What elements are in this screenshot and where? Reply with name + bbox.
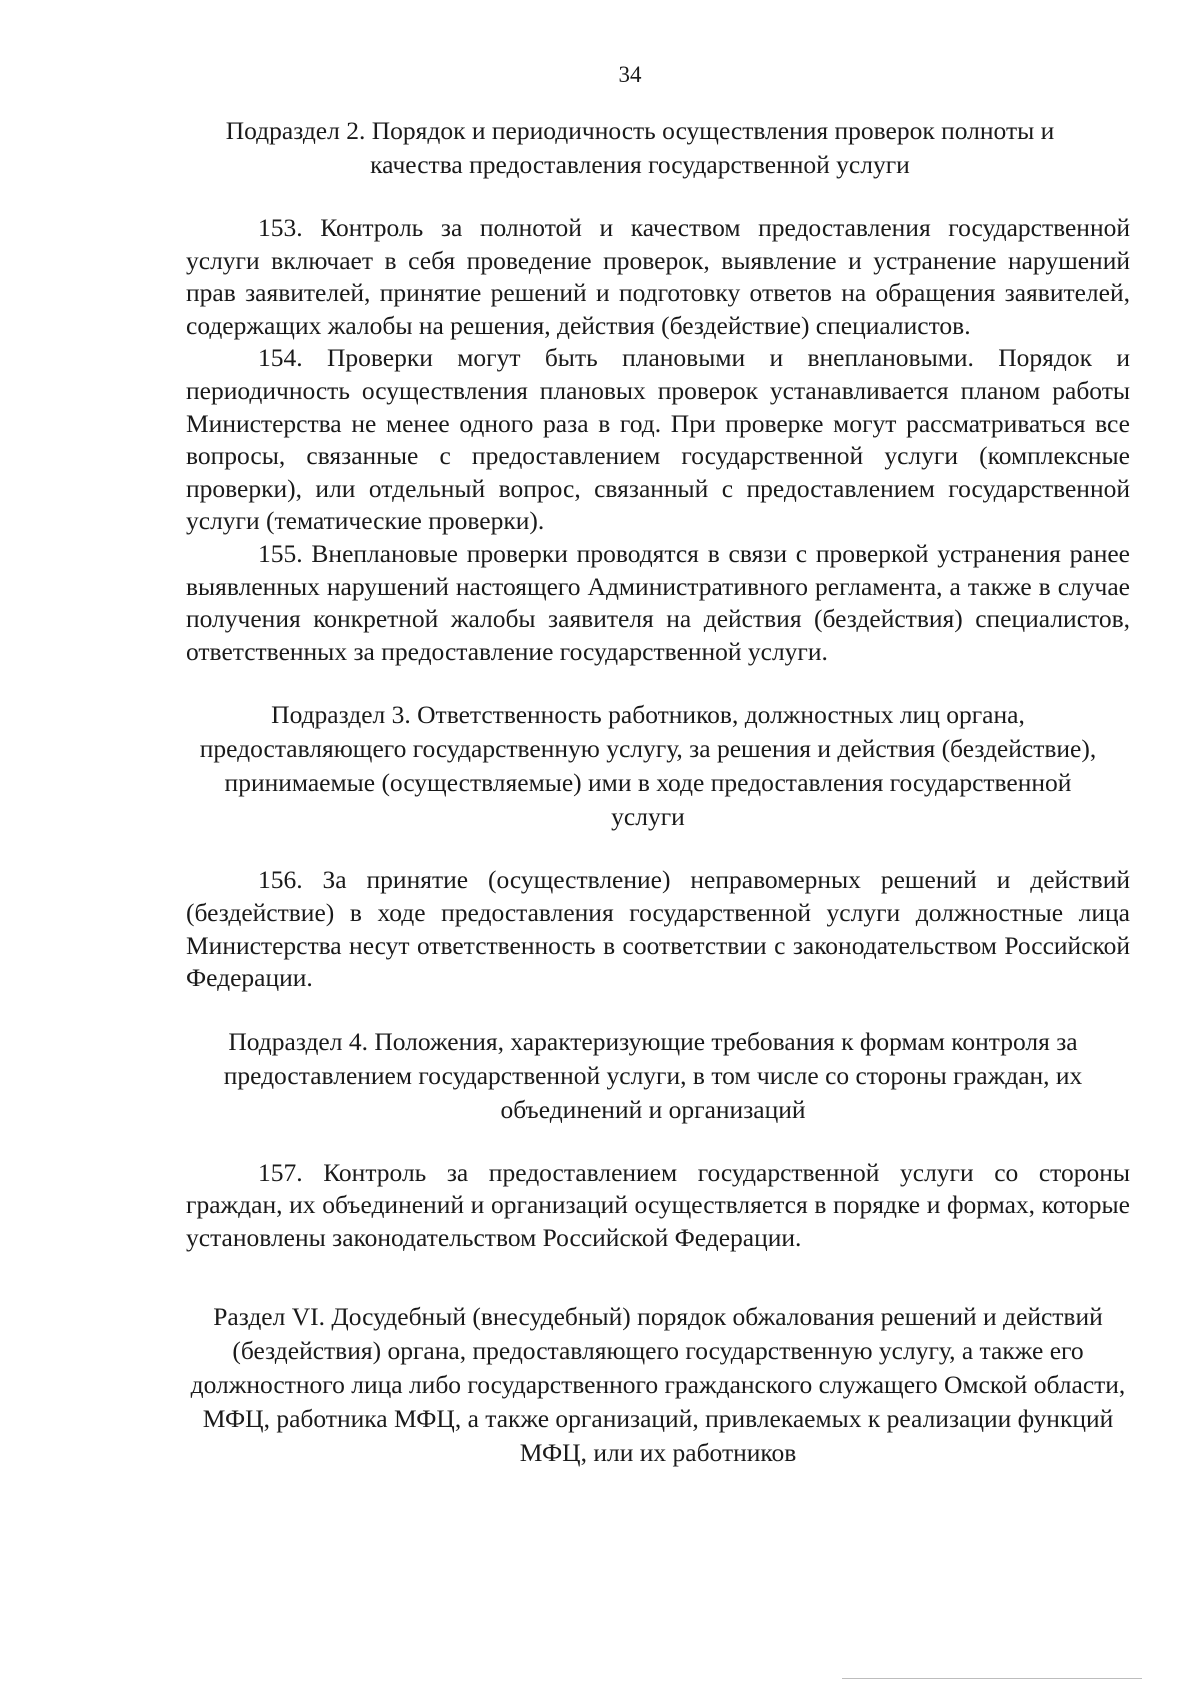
- section-6-heading: Раздел VI. Досудебный (внесудебный) порядок обжалования решений и действий (бездействия) органа, предоставляющего государственную услугу, а также его должностного лица либо государственного гражданского служащего Омской области, МФЦ, работника МФЦ, а также организаций, привлекаемых к реализации функций МФЦ, или их работников: [190, 1302, 1126, 1468]
- subsection-4-heading: Подраздел 4. Положения, характеризующие требования к формам контроля за предоставлением государственной услуги, в том числе со стороны граждан, их объединений и организаций: [223, 1026, 1083, 1124]
- paragraph-155: 155. Внеплановые проверки проводятся в связи с проверкой устранения ранее выявленных нарушений настоящего Административного регламента, а также в случае получения конкретной жалобы заявителя на действия (бездействия) специалистов, ответственных за предоставление государственной услуги.: [186, 538, 1130, 666]
- footer-rule: [842, 1678, 1142, 1679]
- subsection-2-heading: Подраздел 2. Порядок и периодичность осуществления проверок полноты и качества предоставления государственной услуги: [225, 116, 1055, 179]
- paragraph-153: 153. Контроль за полнотой и качеством предоставления государственной услуги включает в себя проведение проверок, выявление и устранение нарушений прав заявителей, принятие решений и подготовку ответов на обращения заявителей, содержащих жалобы на решения, действия (бездействие) специалистов.: [186, 213, 1130, 340]
- paragraph-157: 157. Контроль за предоставлением государственной услуги со стороны граждан, их объединений и организаций осуществляется в порядке и формах, которые установлены законодательством Российской Федерации.: [186, 1157, 1130, 1252]
- paragraph-156: 156. За принятие (осуществление) неправомерных решений и действий (бездействие) в ходе предоставления государственной услуги должностные лица Министерства несут ответственность в соответствии с законодательством Российской Федерации.: [186, 865, 1130, 993]
- subsection-3-heading: Подраздел 3. Ответственность работников, должностных лиц органа, предоставляющего государственную услугу, за решения и действия (бездействие), принимаемые (осуществляемые) ими в ходе предоставления государственной услуги: [199, 700, 1097, 832]
- page-number: 34: [618, 62, 642, 87]
- paragraph-154: 154. Проверки могут быть плановыми и внеплановыми. Порядок и периодичность осуществления плановых проверок устанавливается планом работы Министерства не менее одного раза в год. При проверке могут рассматриваться все вопросы, связанные с предоставлением государственной услуги (комплексные проверки), или отдельный вопрос, связанный с предоставлением государственной услуги (тематические проверки).: [186, 343, 1130, 536]
